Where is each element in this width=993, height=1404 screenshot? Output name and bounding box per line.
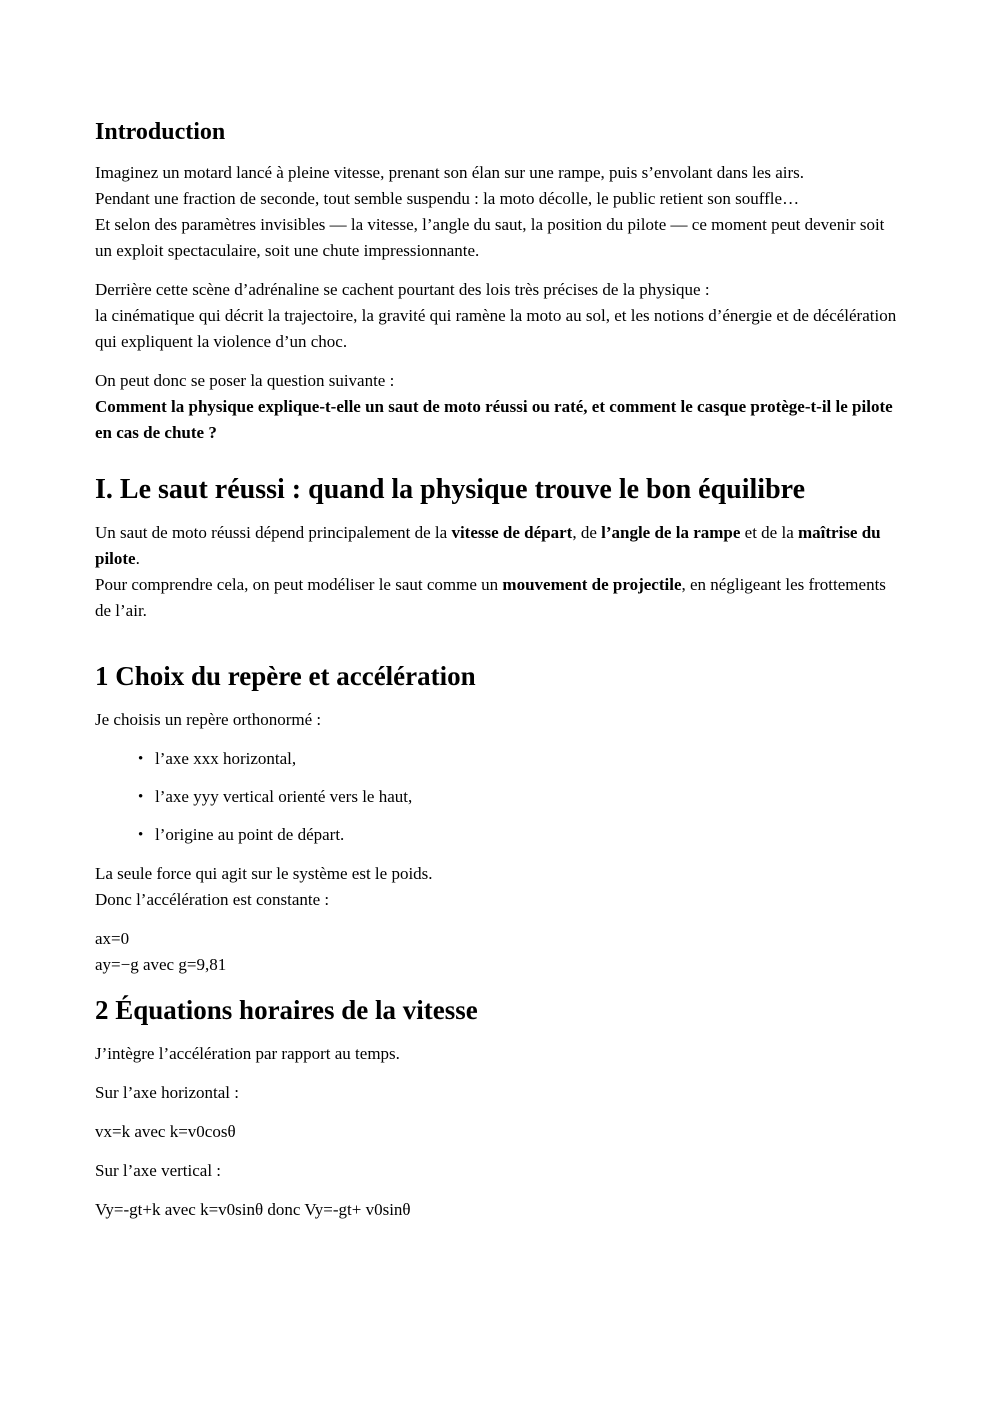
text-line: la cinématique qui décrit la trajectoire, la gravité qui ramène la moto au sol, et les notions d’énergie et de décélération qui expliquent la violence d’un choc. bbox=[95, 306, 897, 351]
bold-run-maitrise-du-pilote: maîtrise du pilote bbox=[95, 523, 881, 568]
section1-heading: I. Le saut réussi : quand la physique trouve le bon équilibre bbox=[95, 474, 806, 505]
text-line: Derrière cette scène d’adrénaline se cachent pourtant des lois très précises de la physique : bbox=[95, 280, 710, 299]
equation-ax: ax=0 bbox=[95, 929, 130, 948]
list-item-origine bbox=[138, 822, 897, 848]
text-line: Pendant une fraction de seconde, tout semble suspendu : la moto décolle, le public retient son souffle… bbox=[95, 189, 800, 208]
list-item-text: l’axe xxx horizontal, bbox=[155, 749, 297, 768]
subsection2-paragraph-3: Sur l’axe vertical : bbox=[95, 1161, 222, 1180]
text-run: , de bbox=[572, 523, 602, 542]
axes-bullet-list bbox=[95, 746, 897, 848]
list-item-text: l’origine au point de départ. bbox=[155, 825, 345, 844]
subsection1-paragraph-1: Je choisis un repère orthonormé : bbox=[95, 710, 322, 729]
equation-ay: ay=−g avec g=9,81 bbox=[95, 955, 227, 974]
subsection1-paragraph-2 bbox=[95, 861, 897, 913]
list-item-text: l’axe yyy vertical orienté vers le haut, bbox=[155, 787, 413, 806]
bold-run-vitesse-de-depart: vitesse de départ bbox=[451, 523, 573, 542]
equation-vy: Vy=-gt+k avec k=v0sinθ donc Vy=-gt+ v0sinθ bbox=[95, 1200, 411, 1219]
text-line bbox=[95, 572, 897, 624]
bold-run-angle-de-la-rampe: l’angle de la rampe bbox=[601, 523, 741, 542]
text-run: et de la bbox=[740, 523, 798, 542]
subsection2-heading: 2 Équations horaires de la vitesse bbox=[95, 995, 478, 1025]
text-run: . bbox=[135, 549, 140, 568]
text-line: La seule force qui agit sur le système est le poids. bbox=[95, 864, 433, 883]
bullet-icon: • bbox=[138, 827, 144, 843]
intro-paragraph-3 bbox=[95, 368, 897, 446]
bullet-icon: • bbox=[138, 789, 144, 805]
intro-heading: Introduction bbox=[95, 119, 226, 145]
question-lead: On peut donc se poser la question suivante : bbox=[95, 371, 395, 390]
section1-paragraph-1 bbox=[95, 520, 897, 624]
text-run: Pour comprendre cela, on peut modéliser le saut comme un bbox=[95, 575, 503, 594]
problem-statement: Comment la physique explique-t-elle un saut de moto réussi ou raté, et comment le casque protège-t-il le pilote en cas de chute ? bbox=[95, 397, 893, 442]
text-line: Et selon des paramètres invisibles — la vitesse, l’angle du saut, la position du pilote — ce moment peut devenir soit un exploit spectaculaire, soit une chute impressionnante. bbox=[95, 215, 885, 260]
subsection2-paragraph-2: Sur l’axe horizontal : bbox=[95, 1083, 239, 1102]
bullet-icon: • bbox=[138, 751, 144, 767]
bold-run-mouvement-de-projectile: mouvement de projectile bbox=[502, 575, 682, 594]
text-run: , en négligeant les frottements de l’air. bbox=[95, 575, 886, 620]
text-line bbox=[95, 520, 897, 572]
text-line: Imaginez un motard lancé à pleine vitesse, prenant son élan sur une rampe, puis s’envolant dans les airs. bbox=[95, 163, 805, 182]
subsection1-heading: 1 Choix du repère et accélération bbox=[95, 661, 476, 691]
list-item-axe-y bbox=[138, 784, 897, 810]
equation-vx: vx=k avec k=v0cosθ bbox=[95, 1122, 236, 1141]
text-line: Donc l’accélération est constante : bbox=[95, 890, 330, 909]
acceleration-equations bbox=[95, 926, 897, 978]
intro-paragraph-1 bbox=[95, 160, 897, 264]
list-item-axe-x bbox=[138, 746, 897, 772]
subsection2-paragraph-1: J’intègre l’accélération par rapport au temps. bbox=[95, 1044, 400, 1063]
intro-paragraph-2 bbox=[95, 277, 897, 355]
text-run: Un saut de moto réussi dépend principalement de la bbox=[95, 523, 452, 542]
